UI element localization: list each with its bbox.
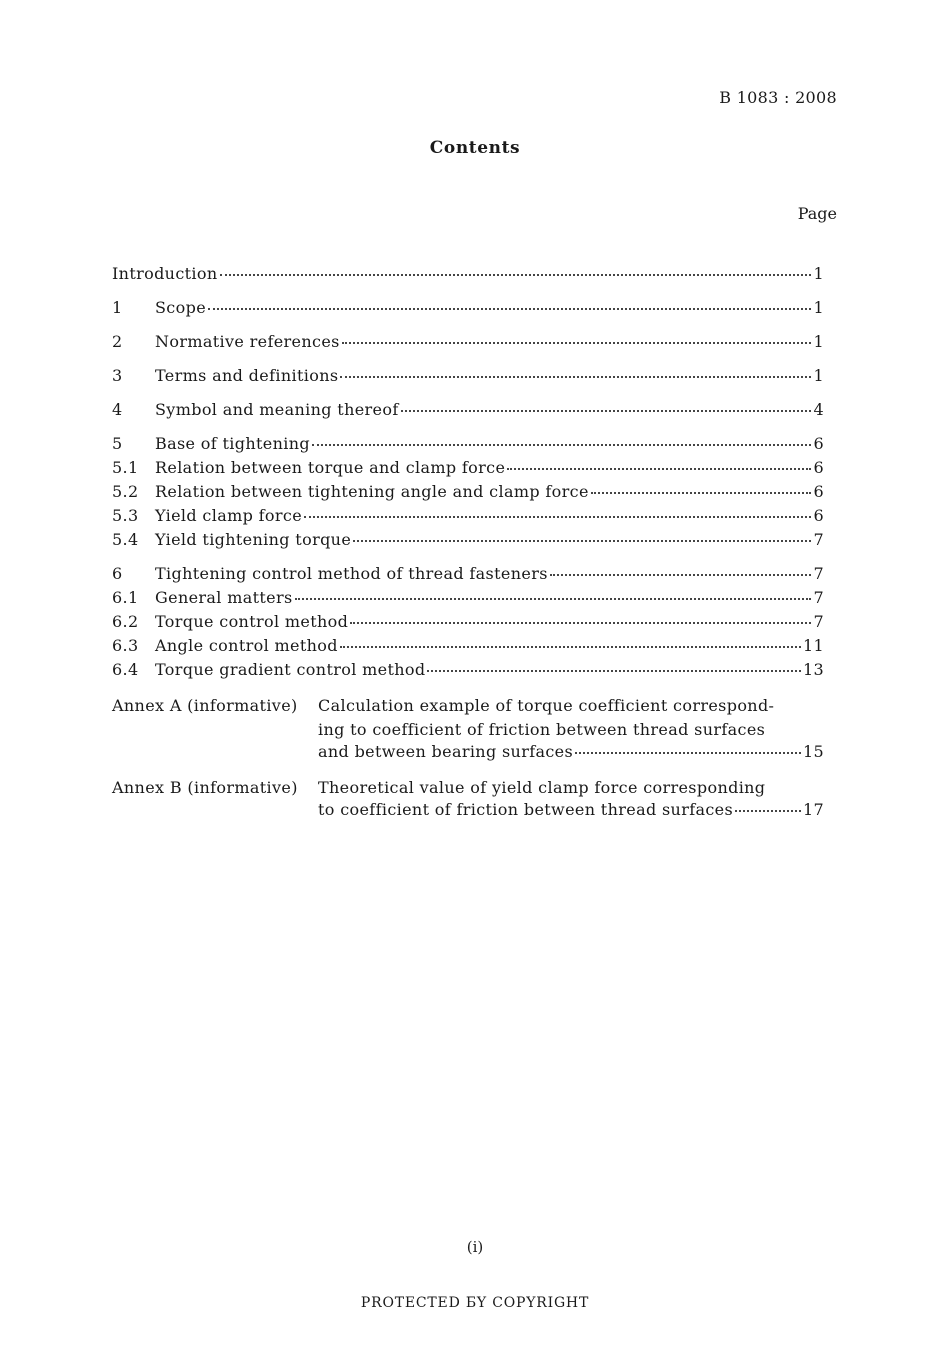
toc-entry-page: 7	[813, 588, 824, 607]
dot-leader	[312, 443, 812, 446]
toc-entry-number: 5	[112, 434, 123, 453]
dot-leader	[340, 645, 801, 648]
dot-leader	[427, 669, 800, 672]
toc-entry-title: Angle control method	[155, 636, 338, 655]
toc-entry-5-2[interactable]	[112, 482, 824, 506]
toc-entry-terms-definitions[interactable]	[112, 366, 824, 390]
annex-title	[318, 776, 824, 824]
toc-entry-title: Torque gradient control method	[155, 660, 426, 679]
toc-entry-number: 3	[112, 366, 123, 385]
annex-label: Annex B (informative)	[112, 778, 298, 797]
toc-entry-number: 5.3	[112, 506, 139, 525]
dot-leader	[401, 409, 812, 412]
toc-entry-title: Symbol and meaning thereof	[155, 400, 399, 419]
toc-entry-number: 5.4	[112, 530, 139, 549]
toc-entry-title: Relation between tightening angle and clamp force	[155, 482, 589, 501]
toc-entry-number: 6.1	[112, 588, 139, 607]
toc-entry-number: 1	[112, 298, 123, 317]
toc-group	[112, 298, 824, 322]
toc-entry-number: 6.4	[112, 660, 139, 679]
dot-leader	[735, 809, 801, 812]
toc-entry-tightening-control[interactable]	[112, 564, 824, 588]
dot-leader	[208, 307, 811, 310]
toc-entry-page: 7	[813, 564, 824, 583]
toc-entry-scope[interactable]	[112, 298, 824, 322]
dot-leader	[295, 597, 812, 600]
toc-entry-number: 6	[112, 564, 123, 583]
annex-title-last-line	[318, 742, 824, 766]
annex-title	[318, 694, 824, 766]
toc-entry-number: 5.1	[112, 458, 139, 477]
toc-entry-title: Introduction	[112, 264, 218, 283]
toc-entry-title: Base of tightening	[155, 434, 310, 453]
toc-entry-page: 1	[813, 332, 824, 351]
contents-heading: Contents	[429, 138, 521, 158]
toc-entry-6-4[interactable]	[112, 660, 824, 684]
toc-entry-number: 4	[112, 400, 123, 419]
toc-entry-5-1[interactable]	[112, 458, 824, 482]
dot-leader	[342, 341, 812, 344]
dot-leader	[340, 375, 811, 378]
toc-entry-page: 6	[813, 458, 824, 477]
toc-entry-number: 5.2	[112, 482, 139, 501]
toc-entry-page: 6	[813, 434, 824, 453]
toc-entry-page: 7	[813, 530, 824, 549]
toc-entry-page: 1	[813, 366, 824, 385]
dot-leader	[550, 573, 812, 576]
toc-entry-symbols[interactable]	[112, 400, 824, 424]
toc-entry-page: 7	[813, 612, 824, 631]
page-column-label: Page	[797, 204, 837, 223]
dot-leader	[350, 621, 811, 624]
toc-entry-6-3[interactable]	[112, 636, 824, 660]
toc-entry-normative-references[interactable]	[112, 332, 824, 356]
dot-leader	[507, 467, 811, 470]
toc-group	[112, 366, 824, 390]
dot-leader	[591, 491, 812, 494]
toc-entry-title: Yield tightening torque	[155, 530, 352, 549]
annex-title-line: ing to coefficient of friction between thread surfaces	[318, 720, 766, 739]
toc-entry-page: 13	[802, 660, 824, 679]
toc-entry-title: Yield clamp force	[155, 506, 303, 525]
annex-label: Annex A (informative)	[112, 696, 298, 715]
toc-entry-title: Torque control method	[155, 612, 349, 631]
toc-group	[112, 564, 824, 684]
toc-group	[112, 400, 824, 424]
toc-entry-title: Terms and definitions	[155, 366, 339, 385]
toc-entry-page: 15	[802, 742, 824, 761]
toc-entry-title: Tightening control method of thread fasteners	[155, 564, 548, 583]
toc-entry-page: 1	[813, 298, 824, 317]
copyright-notice: PROTECTED БY COPYRIGHT	[360, 1295, 590, 1311]
toc-group	[112, 434, 824, 554]
toc-entry-page: 1	[813, 264, 824, 283]
toc-entry-5-3[interactable]	[112, 506, 824, 530]
toc-group	[112, 264, 824, 288]
dot-leader	[575, 751, 801, 754]
toc-entry-page: 6	[813, 506, 824, 525]
annex-title-line: Theoretical value of yield clamp force corresponding	[318, 778, 766, 797]
annex-title-last-line	[318, 800, 824, 824]
toc-entry-number: 2	[112, 332, 123, 351]
annex-title-line: and between bearing surfaces	[318, 742, 574, 761]
toc-entry-title: General matters	[155, 588, 293, 607]
toc-entry-page: 4	[813, 400, 824, 419]
toc-entry-title: Scope	[155, 298, 207, 317]
document-number: B 1083 : 2008	[719, 88, 837, 107]
toc-entry-introduction[interactable]	[112, 264, 824, 288]
toc-entry-6-2[interactable]	[112, 612, 824, 636]
toc-group	[112, 332, 824, 356]
toc-entry-6-1[interactable]	[112, 588, 824, 612]
footer-page-number: (i)	[466, 1238, 484, 1256]
toc-entry-number: 6.3	[112, 636, 139, 655]
annex-title-line: Calculation example of torque coefficient correspond-	[318, 696, 775, 715]
toc-entry-5-4[interactable]	[112, 530, 824, 554]
table-of-contents	[112, 264, 824, 834]
dot-leader	[304, 515, 811, 518]
annex-title-line: to coefficient of friction between thread surfaces	[318, 800, 734, 819]
toc-entry-number: 6.2	[112, 612, 139, 631]
toc-entry-title: Normative references	[155, 332, 340, 351]
dot-leader	[353, 539, 811, 542]
toc-entry-base-of-tightening[interactable]	[112, 434, 824, 458]
toc-entry-title: Relation between torque and clamp force	[155, 458, 506, 477]
toc-entry-page: 11	[802, 636, 824, 655]
toc-entry-page: 17	[802, 800, 824, 819]
toc-entry-annex-a[interactable]	[112, 694, 824, 766]
toc-entry-annex-b[interactable]	[112, 776, 824, 824]
dot-leader	[220, 273, 812, 276]
toc-entry-page: 6	[813, 482, 824, 501]
